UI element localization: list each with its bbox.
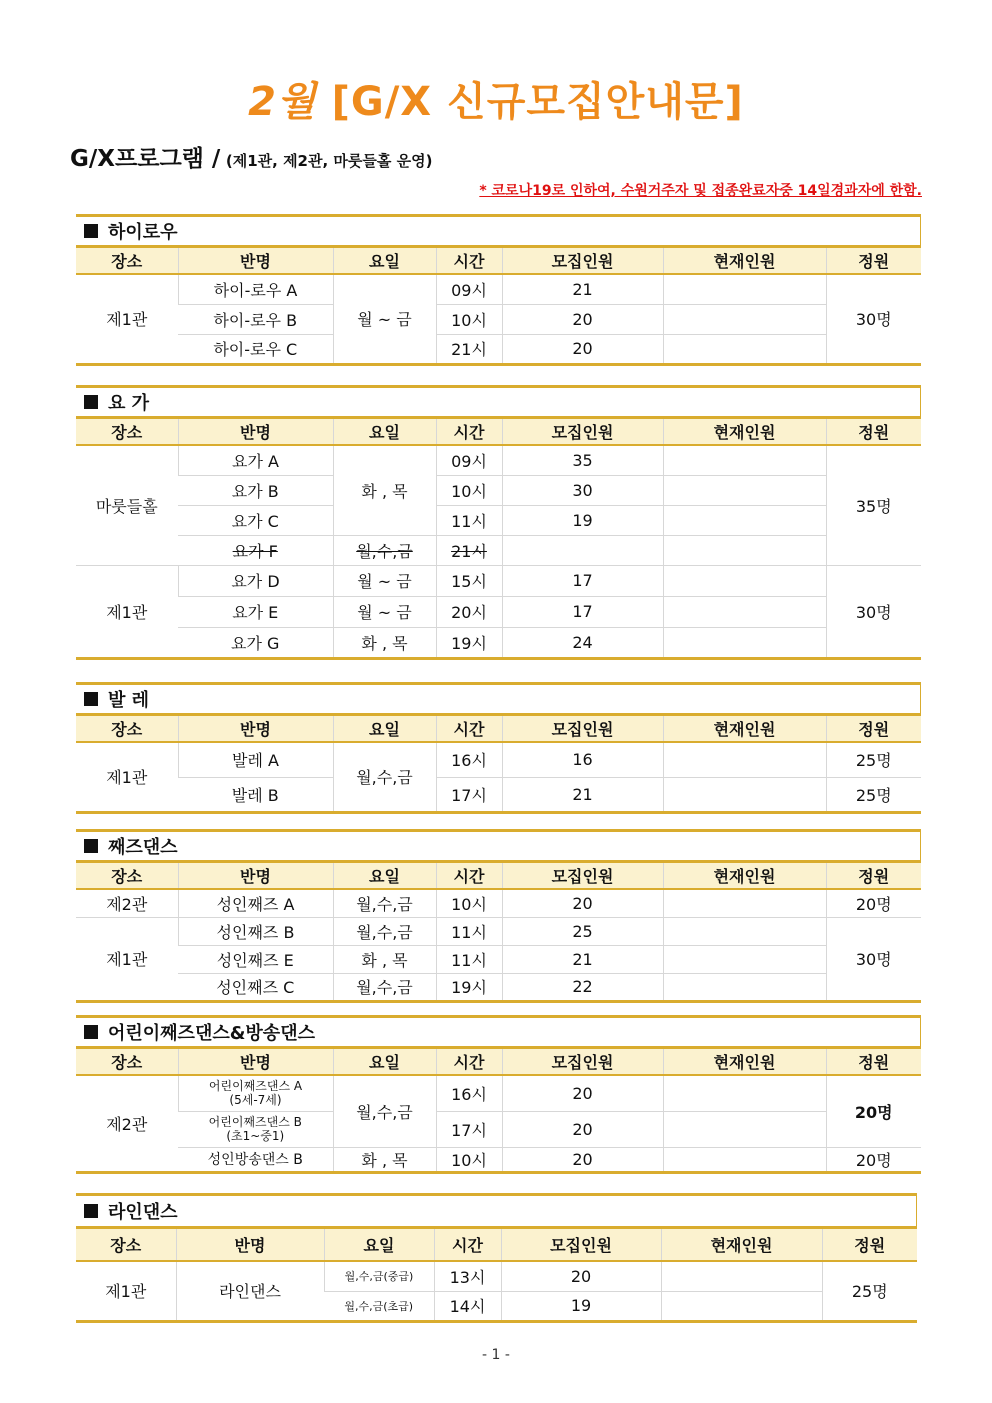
cell-days: 월,수,금	[333, 535, 436, 565]
header-days: 요일	[333, 716, 436, 742]
cell-days: 월,수,금	[333, 973, 436, 1001]
cell-class	[178, 1111, 333, 1147]
header-class: 반명	[178, 419, 333, 445]
cell-time: 21시	[436, 535, 502, 565]
section-jazz	[76, 829, 921, 1003]
table-row	[76, 274, 921, 304]
page-title	[0, 70, 992, 127]
title-text: [G/X 신규모집안내문]	[331, 79, 744, 125]
covid-notice: * 코로나19로 인하여, 수원거주자 및 접종완료자중 14일경과자에 한함.	[479, 183, 922, 199]
table-row-cancelled	[76, 535, 921, 565]
cell-current	[663, 973, 826, 1001]
cell-recruit: 17	[502, 596, 663, 627]
cell-class: 요가 C	[178, 505, 333, 535]
section-yoga	[76, 385, 921, 660]
header-recruit: 모집인원	[502, 716, 663, 742]
cell-place: 제1관	[76, 1261, 176, 1321]
cell-time: 09시	[436, 445, 502, 475]
cell-days: 월,수,금	[333, 917, 436, 945]
section-header	[76, 1193, 917, 1229]
section-header	[76, 1015, 921, 1049]
cell-time: 10시	[436, 889, 502, 917]
section-kids-dance	[76, 1015, 921, 1174]
cell-class: 요가 B	[178, 475, 333, 505]
cell-time: 13시	[434, 1261, 501, 1291]
cell-time: 19시	[436, 627, 502, 658]
table-row	[76, 1147, 921, 1172]
header-recruit: 모집인원	[501, 1229, 661, 1261]
cell-time: 15시	[436, 565, 502, 596]
cell-class: 성인째즈 A	[178, 889, 333, 917]
cell-days: 화 , 목	[333, 1147, 436, 1172]
cell-capacity: 25명	[826, 742, 921, 777]
table-row	[76, 777, 921, 812]
cell-time: 16시	[436, 1075, 502, 1111]
section-title: 어린이째즈댄스&방송댄스	[108, 1023, 315, 1044]
cell-recruit: 25	[502, 917, 663, 945]
cell-current	[663, 627, 826, 658]
cell-time: 16시	[436, 742, 502, 777]
cell-current	[663, 274, 826, 304]
cell-recruit: 20	[502, 334, 663, 364]
cell-days: 화 , 목	[333, 445, 436, 535]
table-header-row	[76, 1049, 921, 1075]
cell-current	[663, 945, 826, 973]
cell-class: 발레 A	[178, 742, 333, 777]
header-class: 반명	[178, 1049, 333, 1075]
cell-current	[663, 535, 826, 565]
header-recruit: 모집인원	[502, 1049, 663, 1075]
cell-days: 화 , 목	[333, 627, 436, 658]
program-subtitle	[70, 140, 432, 173]
cell-current	[663, 565, 826, 596]
header-class: 반명	[178, 863, 333, 889]
cell-time: 21시	[436, 334, 502, 364]
cell-place: 제2관	[76, 1075, 178, 1172]
section-ballet	[76, 682, 921, 814]
table-row	[76, 742, 921, 777]
cell-capacity: 20명	[826, 1147, 921, 1172]
header-time: 시간	[436, 863, 502, 889]
cell-place: 제1관	[76, 917, 178, 1001]
cell-place: 제1관	[76, 742, 178, 812]
header-current: 현재인원	[661, 1229, 822, 1261]
schedule-table	[76, 419, 921, 660]
subtitle-main: G/X프로그램 /	[70, 146, 221, 172]
cell-class: 하이-로우 A	[178, 274, 333, 304]
table-row	[76, 445, 921, 475]
header-time: 시간	[434, 1229, 501, 1261]
cell-class: 요가 E	[178, 596, 333, 627]
cell-time: 17시	[436, 1111, 502, 1147]
cell-capacity: 25명	[822, 1261, 917, 1321]
cell-current	[663, 777, 826, 812]
cell-recruit: 22	[502, 973, 663, 1001]
cell-class: 성인방송댄스 B	[178, 1147, 333, 1172]
cell-capacity: 35명	[826, 445, 921, 565]
cell-time: 11시	[436, 505, 502, 535]
table-row	[76, 596, 921, 627]
header-current: 현재인원	[663, 419, 826, 445]
cell-capacity: 20명	[826, 1075, 921, 1147]
cell-time: 11시	[436, 945, 502, 973]
cell-recruit: 21	[502, 777, 663, 812]
cell-capacity: 30명	[826, 274, 921, 364]
cell-current	[663, 742, 826, 777]
cell-place: 제2관	[76, 889, 178, 917]
cell-days: 월,수,금(중급)	[324, 1261, 434, 1291]
cell-recruit	[502, 535, 663, 565]
class-age: (초1~중1)	[226, 1129, 285, 1143]
cell-days: 월,수,금(초급)	[324, 1291, 434, 1321]
table-row	[76, 627, 921, 658]
cell-current	[663, 917, 826, 945]
table-row	[76, 973, 921, 1001]
table-row	[76, 475, 921, 505]
class-name: 어린이째즈댄스 B	[208, 1115, 302, 1129]
cell-capacity: 30명	[826, 917, 921, 1001]
table-row	[76, 1261, 917, 1291]
cell-class: 라인댄스	[176, 1261, 324, 1321]
cell-recruit: 21	[502, 274, 663, 304]
header-capacity: 정원	[822, 1229, 917, 1261]
table-row	[76, 1075, 921, 1111]
cell-recruit: 20	[502, 1111, 663, 1147]
subtitle-sub: (제1관, 제2관, 마룻들홀 운영)	[225, 152, 433, 170]
header-capacity: 정원	[826, 419, 921, 445]
cell-recruit: 17	[502, 565, 663, 596]
table-row	[76, 505, 921, 535]
cell-class: 하이-로우 B	[178, 304, 333, 334]
cell-place: 제1관	[76, 274, 178, 364]
section-header	[76, 214, 921, 248]
header-current: 현재인원	[663, 248, 826, 274]
cell-class: 발레 B	[178, 777, 333, 812]
cell-place: 제1관	[76, 565, 178, 658]
square-bullet-icon	[84, 224, 98, 238]
square-bullet-icon	[84, 692, 98, 706]
cell-recruit: 21	[502, 945, 663, 973]
cell-current	[663, 1075, 826, 1111]
cell-class: 성인째즈 E	[178, 945, 333, 973]
cell-class: 요가 D	[178, 565, 333, 596]
page-number: - 1 -	[482, 1347, 510, 1363]
cell-time: 10시	[436, 1147, 502, 1172]
cell-class: 성인째즈 C	[178, 973, 333, 1001]
section-line-dance	[76, 1193, 917, 1323]
section-header	[76, 385, 921, 419]
cell-capacity: 25명	[826, 777, 921, 812]
header-recruit: 모집인원	[502, 248, 663, 274]
header-time: 시간	[436, 419, 502, 445]
table-row	[76, 889, 921, 917]
cell-time: 09시	[436, 274, 502, 304]
cell-time: 14시	[434, 1291, 501, 1321]
header-place: 장소	[76, 1229, 176, 1261]
table-row	[76, 945, 921, 973]
section-header	[76, 682, 921, 716]
header-capacity: 정원	[826, 716, 921, 742]
cell-current	[663, 1111, 826, 1147]
cell-days: 월,수,금	[333, 1075, 436, 1147]
cell-current	[663, 445, 826, 475]
table-header-row	[76, 248, 921, 274]
cell-time: 19시	[436, 973, 502, 1001]
table-row	[76, 1111, 921, 1147]
table-row	[76, 304, 921, 334]
header-days: 요일	[333, 248, 436, 274]
header-recruit: 모집인원	[502, 863, 663, 889]
schedule-table	[76, 863, 921, 1003]
section-title: 발 레	[108, 690, 150, 711]
cell-place: 마룻들홀	[76, 445, 178, 565]
cell-current	[663, 334, 826, 364]
header-place: 장소	[76, 863, 178, 889]
header-time: 시간	[436, 1049, 502, 1075]
cell-time: 17시	[436, 777, 502, 812]
cell-current	[661, 1261, 822, 1291]
table-header-row	[76, 419, 921, 445]
cell-current	[661, 1291, 822, 1321]
header-capacity: 정원	[826, 1049, 921, 1075]
cell-current	[663, 505, 826, 535]
cell-days: 월 ~ 금	[333, 596, 436, 627]
header-capacity: 정원	[826, 248, 921, 274]
header-place: 장소	[76, 419, 178, 445]
header-days: 요일	[333, 419, 436, 445]
cell-recruit: 20	[502, 1147, 663, 1172]
cell-time: 11시	[436, 917, 502, 945]
table-header-row	[76, 716, 921, 742]
square-bullet-icon	[84, 839, 98, 853]
square-bullet-icon	[84, 395, 98, 409]
header-current: 현재인원	[663, 1049, 826, 1075]
table-row	[76, 565, 921, 596]
cell-time: 20시	[436, 596, 502, 627]
header-class: 반명	[178, 248, 333, 274]
cell-recruit: 35	[502, 445, 663, 475]
header-recruit: 모집인원	[502, 419, 663, 445]
cell-time: 10시	[436, 475, 502, 505]
cell-class: 요가 G	[178, 627, 333, 658]
header-place: 장소	[76, 716, 178, 742]
cell-recruit: 24	[502, 627, 663, 658]
cell-recruit: 19	[502, 505, 663, 535]
cell-current	[663, 596, 826, 627]
header-capacity: 정원	[826, 863, 921, 889]
title-month: 2월	[248, 79, 317, 125]
header-time: 시간	[436, 716, 502, 742]
cell-class: 요가 F	[178, 535, 333, 565]
header-class: 반명	[178, 716, 333, 742]
cell-capacity: 30명	[826, 565, 921, 658]
cell-class	[178, 1075, 333, 1111]
cell-days: 월 ~ 금	[333, 565, 436, 596]
header-days: 요일	[333, 863, 436, 889]
cell-capacity: 20명	[826, 889, 921, 917]
section-title: 요 가	[108, 393, 150, 414]
cell-class: 요가 A	[178, 445, 333, 475]
cell-recruit: 30	[502, 475, 663, 505]
table-header-row	[76, 863, 921, 889]
header-class: 반명	[176, 1229, 324, 1261]
square-bullet-icon	[84, 1025, 98, 1039]
section-title: 하이로우	[108, 222, 178, 243]
cell-recruit: 20	[502, 1075, 663, 1111]
header-place: 장소	[76, 1049, 178, 1075]
table-header-row	[76, 1229, 917, 1261]
cell-recruit: 20	[501, 1261, 661, 1291]
class-age: (5세-7세)	[229, 1093, 282, 1108]
cell-current	[663, 475, 826, 505]
section-header	[76, 829, 921, 863]
square-bullet-icon	[84, 1204, 98, 1218]
cell-time: 10시	[436, 304, 502, 334]
header-place: 장소	[76, 248, 178, 274]
cell-days: 월,수,금	[333, 742, 436, 812]
section-title: 째즈댄스	[108, 837, 178, 858]
cell-class: 하이-로우 C	[178, 334, 333, 364]
header-time: 시간	[436, 248, 502, 274]
cell-current	[663, 889, 826, 917]
cell-recruit: 16	[502, 742, 663, 777]
cell-days: 화 , 목	[333, 945, 436, 973]
schedule-table	[76, 248, 921, 366]
header-current: 현재인원	[663, 716, 826, 742]
cell-days: 월 ~ 금	[333, 274, 436, 364]
section-hilow	[76, 214, 921, 366]
header-current: 현재인원	[663, 863, 826, 889]
schedule-table	[76, 716, 921, 814]
cell-class: 성인째즈 B	[178, 917, 333, 945]
header-days: 요일	[333, 1049, 436, 1075]
cell-current	[663, 1147, 826, 1172]
cell-recruit: 20	[502, 889, 663, 917]
table-row	[76, 917, 921, 945]
cell-recruit: 20	[502, 304, 663, 334]
schedule-table	[76, 1229, 917, 1323]
cell-current	[663, 304, 826, 334]
class-name: 어린이째즈댄스 A	[208, 1079, 303, 1094]
cell-days: 월,수,금	[333, 889, 436, 917]
header-days: 요일	[324, 1229, 434, 1261]
schedule-table	[76, 1049, 921, 1174]
section-title: 라인댄스	[108, 1202, 178, 1223]
cell-recruit: 19	[501, 1291, 661, 1321]
table-row	[76, 334, 921, 364]
